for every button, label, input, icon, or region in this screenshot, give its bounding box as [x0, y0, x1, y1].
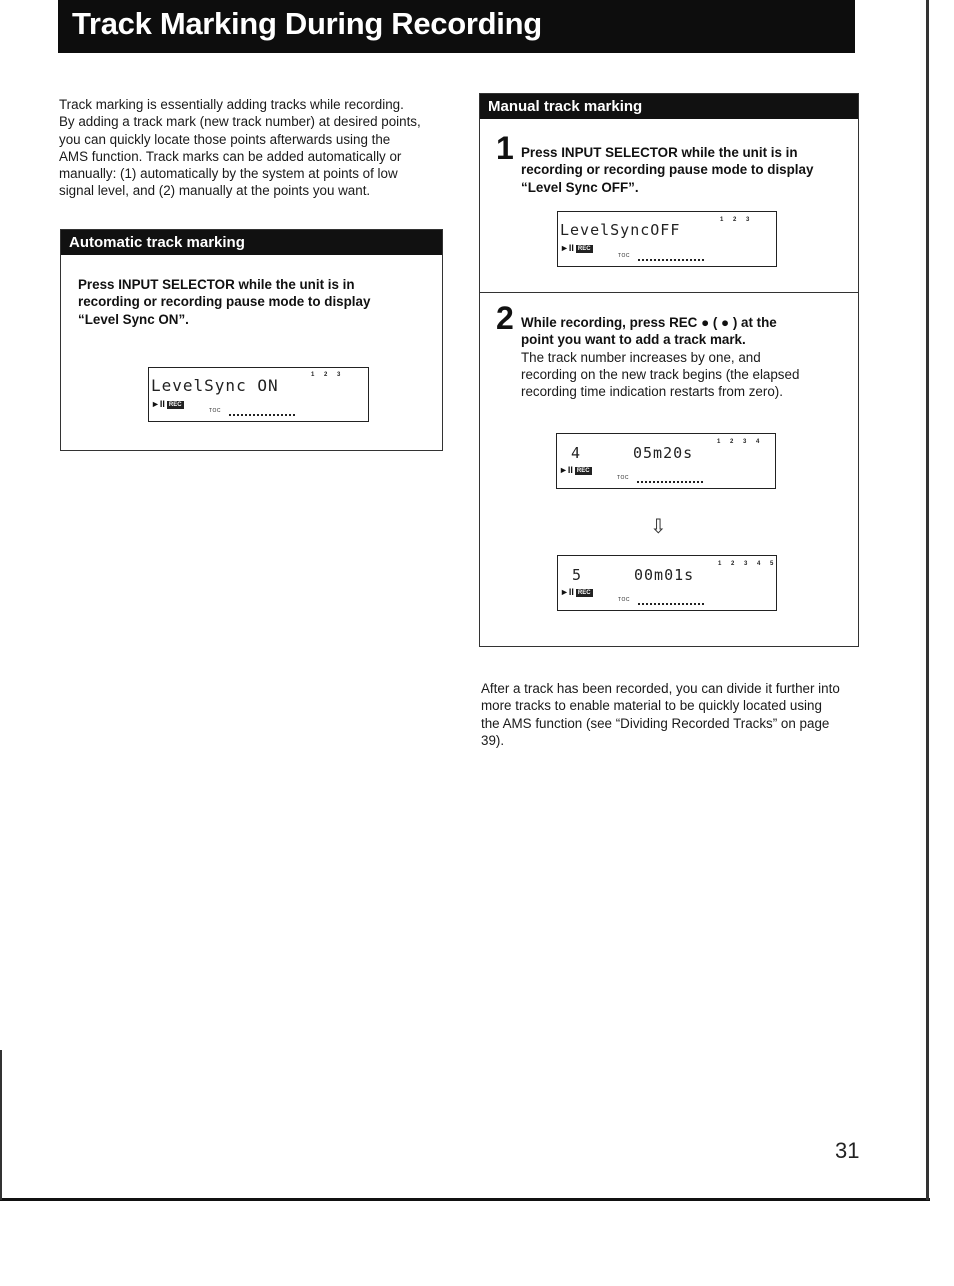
intro-line: Track marking is essentially adding tracks while recording. — [59, 97, 404, 112]
level-meter — [637, 475, 703, 483]
footer-note — [481, 680, 861, 749]
lcd-display-auto — [148, 367, 369, 422]
auto-section — [60, 229, 443, 451]
page-title: Track Marking During Recording — [72, 6, 542, 41]
step-2-bold-line: point you want to add a track mark. — [521, 332, 746, 348]
step-2-number: 2 — [496, 300, 514, 336]
footer-note-line: 39). — [481, 732, 505, 748]
toc-label: TOC — [618, 597, 630, 603]
step-2-line: recording time indication restarts from zero). — [521, 384, 783, 400]
lcd-track-ticks: 1 2 3 4 5 — [718, 561, 778, 567]
manual-section — [479, 93, 859, 647]
step-1-text — [521, 144, 851, 196]
auto-section-heading: Automatic track marking — [61, 230, 442, 255]
step-divider — [480, 292, 858, 293]
lcd-text: LevelSyncOFF — [560, 221, 681, 239]
step-2-line: recording on the new track begins (the elapsed — [521, 366, 800, 382]
page-number: 31 — [835, 1138, 860, 1163]
lcd-track-number: 5 — [572, 566, 583, 584]
intro-line: By adding a track mark (new track number) at desired points, — [59, 114, 421, 130]
lcd-play-pause — [560, 587, 593, 597]
step-1-line: Press INPUT SELECTOR while the unit is in — [521, 145, 798, 160]
lcd-track-ticks: 1 2 3 4 — [717, 439, 764, 445]
lcd-text: LevelSync ON — [151, 376, 279, 395]
intro-paragraph — [59, 96, 449, 200]
down-arrow-icon: ⇩ — [650, 516, 667, 538]
lcd-display-step2-after — [557, 555, 777, 611]
auto-instruction-line: “Level Sync ON”. — [78, 311, 189, 327]
toc-label: TOC — [617, 475, 629, 481]
step-1-number: 1 — [496, 130, 514, 166]
intro-line: you can quickly locate those points afterwards using the — [59, 131, 391, 147]
step-1-line: recording or recording pause mode to display — [521, 162, 814, 178]
rec-badge: REC — [577, 589, 591, 596]
play-pause-icon: ►II — [560, 587, 574, 597]
lcd-time: 00m01s — [634, 566, 695, 584]
lcd-track-ticks: 1 2 3 — [720, 217, 754, 223]
right-rule — [926, 0, 929, 1200]
footer-note-line: After a track has been recorded, you can divide it further into — [481, 681, 840, 696]
left-rule — [0, 1050, 2, 1200]
auto-instruction-line: recording or recording pause mode to display — [78, 294, 371, 310]
intro-line: AMS function. Track marks can be added automatically or — [59, 148, 402, 164]
footer-note-line: more tracks to enable material to be quickly located using — [481, 698, 822, 714]
lcd-track-ticks: 1 2 3 — [311, 372, 345, 378]
lcd-play-pause — [560, 243, 593, 253]
footer-note-line: the AMS function (see “Dividing Recorded Tracks” on page — [481, 715, 830, 731]
level-meter — [229, 408, 295, 416]
toc-label: TOC — [618, 253, 630, 259]
manual-section-heading: Manual track marking — [480, 94, 858, 119]
lcd-track-number: 4 — [571, 444, 582, 462]
step-2-bold-line: While recording, press REC ● ( ● ) at the — [521, 315, 777, 330]
toc-label: TOC — [209, 408, 221, 414]
bottom-rule — [0, 1198, 930, 1201]
play-pause-icon: ►II — [151, 399, 165, 409]
intro-line: signal level, and (2) manually at the points you want. — [59, 183, 371, 199]
rec-badge: REC — [168, 401, 182, 408]
step-2-text — [521, 314, 851, 400]
step-1-line: “Level Sync OFF”. — [521, 179, 639, 195]
auto-instruction — [78, 276, 428, 328]
play-pause-icon: ►II — [559, 465, 573, 475]
intro-line: manually: (1) automatically by the system at points of low — [59, 166, 398, 182]
lcd-display-step1 — [557, 211, 777, 267]
play-pause-icon: ►II — [560, 243, 574, 253]
lcd-time: 05m20s — [633, 444, 694, 462]
lcd-play-pause — [151, 399, 184, 409]
level-meter — [638, 253, 704, 261]
step-2-line: The track number increases by one, and — [521, 349, 761, 365]
lcd-display-step2-before — [556, 433, 776, 489]
level-meter — [638, 597, 704, 605]
rec-badge: REC — [577, 245, 591, 252]
lcd-play-pause — [559, 465, 592, 475]
title-bar — [58, 0, 855, 53]
rec-badge: REC — [576, 467, 590, 474]
auto-instruction-line: Press INPUT SELECTOR while the unit is in — [78, 277, 355, 292]
